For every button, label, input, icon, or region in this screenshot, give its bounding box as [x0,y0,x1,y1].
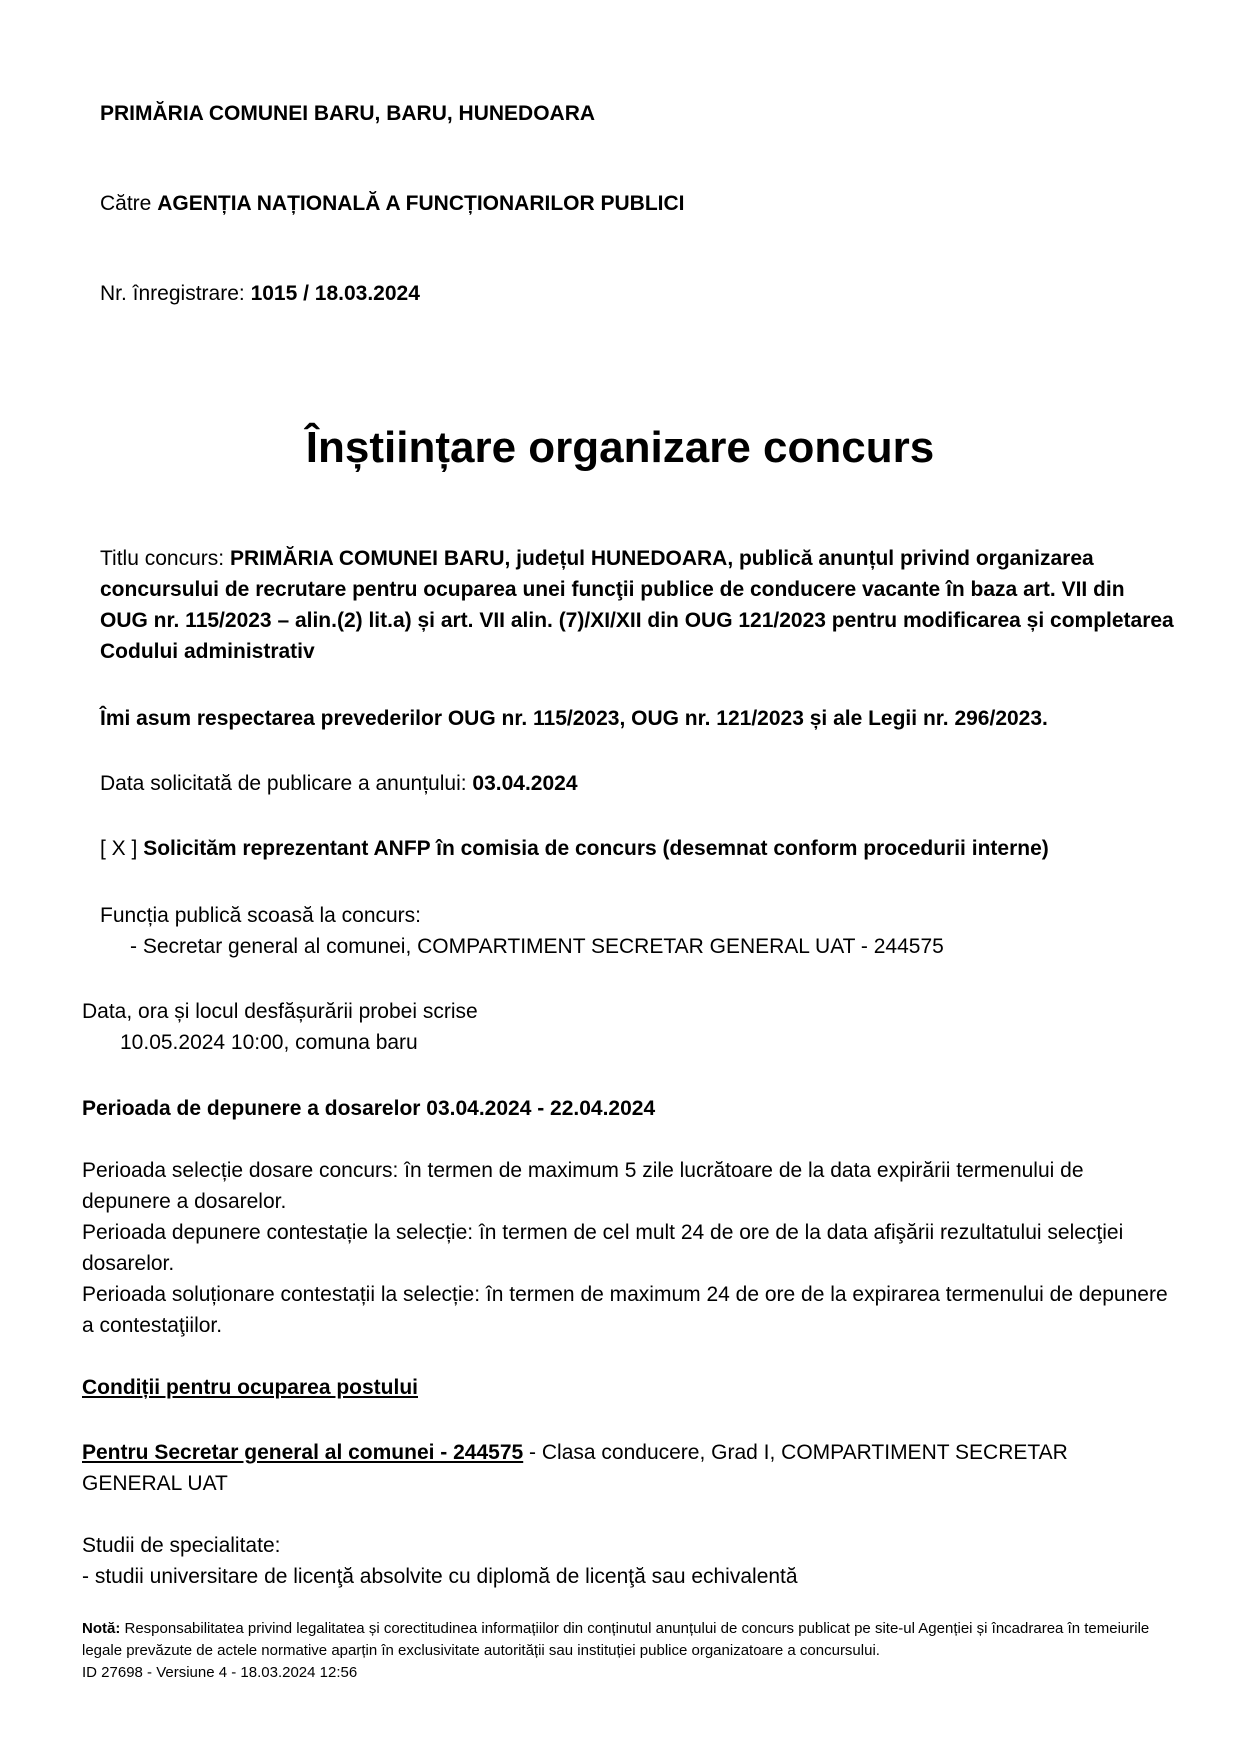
period-item: Perioada soluționare contestații la selecție: în termen de maximum 24 de ore de la expirarea termenului de depunere a contestaţiilor. [82,1283,1168,1337]
anfp-request-text: Solicităm reprezentant ANFP în comisia de concurs (desemnat conform procedurii interne) [143,837,1049,860]
publication-label: Data solicitată de publicare a anunțului: [100,772,467,795]
registration-label: Nr. înregistrare: [100,282,245,305]
anfp-request-line [100,833,1049,864]
note-text: Responsabilitatea privind legalitatea și corectitudinea informațiilor din conținutul anunțului de concurs publicat pe site-ul Agenției și încadrarea în temeiurile legale prevăzute de actele normative aparțin în exclusivitate autorității sau instituției publice organizatoare a concursului. [82,1620,1150,1659]
conditions-heading: Condiții pentru ocuparea postului [82,1376,418,1399]
footer-note [82,1618,1182,1684]
note-label: Notă: [82,1620,121,1637]
position-label: Funcția publică scoasă la concurs: [100,904,421,927]
publication-date-line [100,768,578,799]
studies-label: Studii de specialitate: [82,1534,281,1557]
period-item: Perioada depunere contestație la selecție: în termen de cel mult 24 de ore de la data afişării rezultatului selecţiei dosarelor. [82,1221,1124,1275]
contest-title-text: PRIMĂRIA COMUNEI BARU, județul HUNEDOARA, publică anunțul privind organizarea concursului de recrutare pentru ocuparea unei funcţii publice de conducere vacante în baza art. VII din OUG nr. 115/2023 – alin.(2) lit.a) și art. VII alin. (7)/XI/XII din OUG 121/2023 pentru modificarea și completarea Codului administrativ [100,547,1174,663]
position-details: - Clasa conducere, Grad I, COMPARTIMENT SECRETAR GENERAL UAT [82,1441,1068,1495]
assumption-statement: Îmi asum respectarea prevederilor OUG nr. 115/2023, OUG nr. 121/2023 și ale Legii nr. 296/2023. [100,707,1048,730]
registration-line [100,278,420,309]
position-heading: Pentru Secretar general al comunei - 244575 [82,1441,524,1464]
recipient-line [100,188,685,219]
recipient-prefix: Către [100,192,152,215]
institution-header: PRIMĂRIA COMUNEI BARU, BARU, HUNEDOARA [100,102,596,125]
document-title: Înștiințare organizare concurs [305,423,935,472]
checkbox-mark: [ X ] [100,837,138,860]
period-item: Perioada selecție dosare concurs: în termen de maximum 5 zile lucrătoare de la data expirării termenului de depunere a dosarelor. [82,1159,1084,1213]
position-conditions [82,1437,1142,1499]
studies-item: - studii universitare de licenţă absolvite cu diplomă de licenţă sau echivalentă [82,1565,798,1588]
contest-title-label: Titlu concurs: [100,547,225,570]
submission-period: Perioada de depunere a dosarelor 03.04.2024 - 22.04.2024 [82,1097,656,1120]
exam-value: 10.05.2024 10:00, comuna baru [120,1031,418,1054]
publication-date: 03.04.2024 [472,772,578,795]
version-line: ID 27698 - Versiune 4 - 18.03.2024 12:56 [82,1664,358,1681]
recipient-name: AGENȚIA NAȚIONALĂ A FUNCȚIONARILOR PUBLICI [157,192,685,215]
exam-label: Data, ora și locul desfășurării probei scrise [82,1000,478,1023]
registration-value: 1015 / 18.03.2024 [250,282,420,305]
position-item: - Secretar general al comunei, COMPARTIMENT SECRETAR GENERAL UAT - 244575 [130,935,944,958]
periods-list [82,1155,1177,1341]
contest-title-paragraph [100,543,1175,667]
